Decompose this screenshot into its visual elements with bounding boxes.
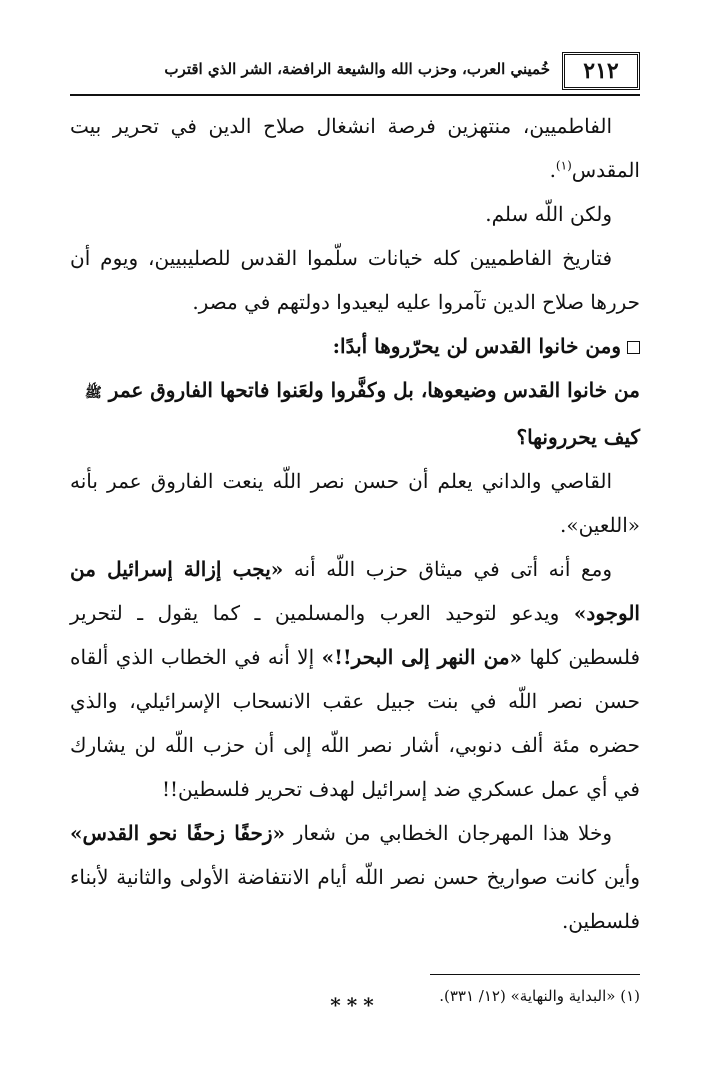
- section-heading: [70, 324, 640, 368]
- paragraph-5-part-e: إلا أنه في الخطاب الذي ألقاه حسن نصر اللّه في بنت جبيل عقب الانسحاب الإسرائيلي، والذي حضره مئة ألف دنوبي، أشار نصر اللّه إلى أن حزب اللّه لن يشارك في أي عمل عسكري ضد إسرائيل لهدف تحرير فلسطين!!: [70, 645, 640, 801]
- paragraph-1: [70, 104, 640, 192]
- honorific-icon: ﷺ: [84, 385, 102, 401]
- section-heading-text: ومن خانوا القدس لن يحرّروها أبدًا:: [332, 334, 621, 358]
- paragraph-5-part-a: ومع أنه أتى في ميثاق حزب اللّه أنه: [283, 557, 612, 581]
- running-title: خُميني العرب، وحزب الله والشيعة الرافضة، الشر الذي اقترب: [164, 60, 550, 78]
- page-header: [70, 52, 640, 94]
- footnote-rule: [430, 974, 640, 975]
- footnote-reference[interactable]: (١): [555, 158, 572, 173]
- paragraph-6-part-c: وأين كانت صواريخ حسن نصر اللّه أيام الانتفاضة الأولى والثانية لأبناء فلسطين.: [70, 865, 640, 933]
- header-rule: [70, 94, 640, 96]
- quote-river-to-sea: «من النهر إلى البحر!!»: [321, 645, 523, 669]
- paragraph-1-text: الفاطميين، منتهزين فرصة انشغال صلاح الدين في تحرير بيت المقدس: [70, 114, 640, 182]
- checkbox-icon: [627, 341, 640, 354]
- page-number: ٢١٢: [562, 52, 640, 90]
- paragraph-6: [70, 811, 640, 943]
- paragraph-6-part-a: وخلا هذا المهرجان الخطابي من شعار: [285, 821, 612, 845]
- paragraph-5-part-c: ويدعو لتوحيد العرب والمسلمين ـ كما يقول ـ لتحرير فلسطين كلها: [70, 601, 641, 669]
- paragraph-3: فتاريخ الفاطميين كله خيانات سلّموا القدس للصليبيين، ويوم أن حررها صلاح الدين تآمروا عليه ليعيدوا دولتهم في مصر.: [70, 246, 640, 314]
- quote-remove-israel: «يجب إزالة إسرائيل من الوجود»: [70, 557, 640, 625]
- paragraph-2: ولكن اللّه سلم.: [485, 202, 612, 226]
- paragraph-4: القاصي والداني يعلم أن حسن نصر اللّه ينعت الفاروق عمر بأنه «اللعين».: [70, 469, 640, 537]
- section-separator: ***: [330, 993, 380, 1017]
- footnote: (١) «البداية والنهاية» (١٢/ ٣٣١).: [439, 987, 640, 1005]
- paragraph-1-end: .: [549, 158, 556, 182]
- question-paragraph: [70, 368, 640, 459]
- quote-march-to-jerusalem: «زحفًا زحفًا نحو القدس»: [70, 821, 285, 845]
- question-line-2: كيف يحررونها؟: [516, 425, 640, 449]
- main-text: [70, 104, 640, 1027]
- paragraph-5: [70, 547, 640, 811]
- question-line-1: من خانوا القدس وضيعوها، بل وكفَّروا ولعَنوا فاتحها الفاروق عمر: [108, 378, 640, 402]
